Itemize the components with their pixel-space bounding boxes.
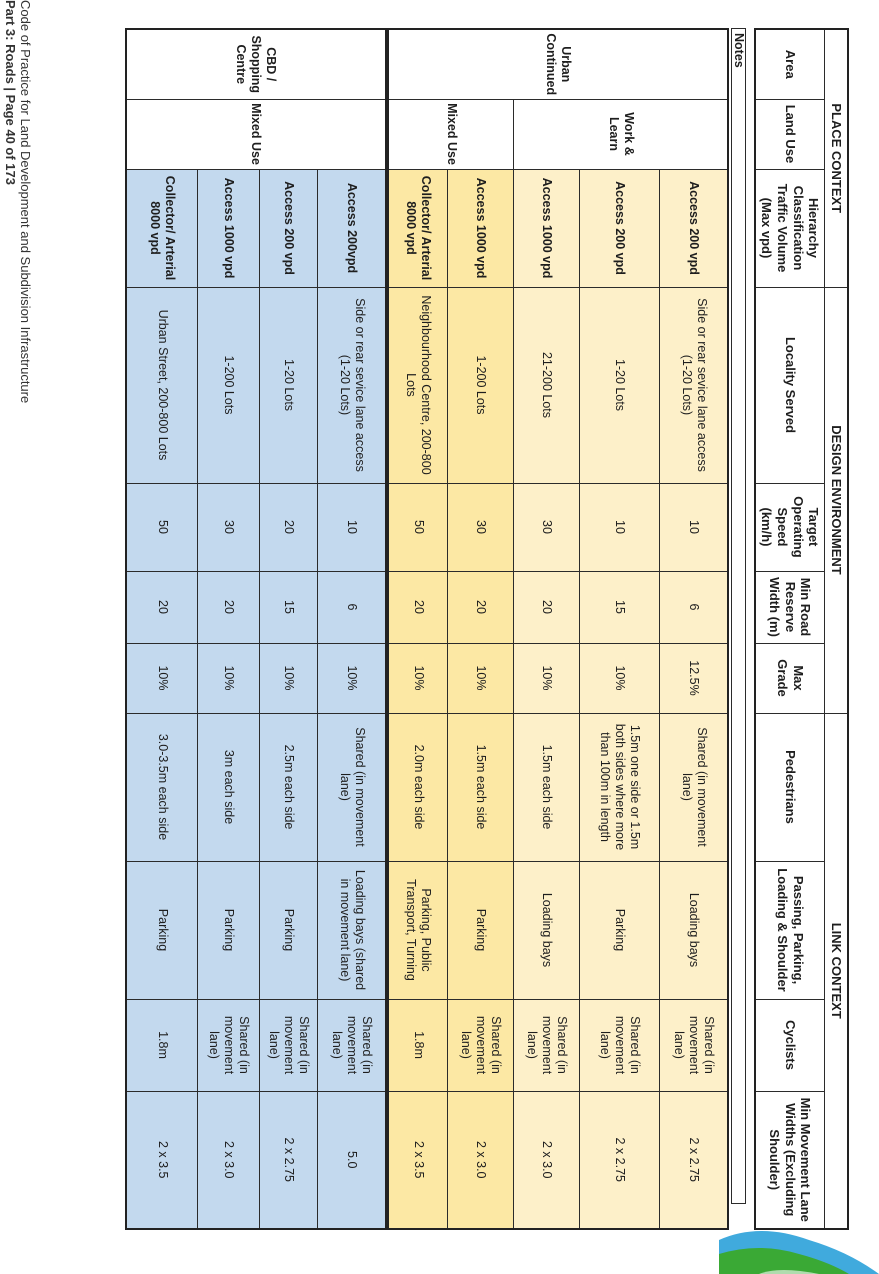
speed-cell: 10: [580, 483, 660, 571]
cyclists-cell: Shared (in movement lane): [260, 999, 318, 1091]
hierarchy-cell: Collector/ Arterial 8000 vpd: [126, 169, 198, 287]
cyclists-cell: 1.8m: [388, 999, 448, 1091]
pedestrians-cell: 2.0m each side: [388, 713, 448, 861]
lanes-cell: 2 x 2.75: [580, 1091, 660, 1229]
table-row: [260, 29, 318, 1229]
pedestrians-cell: 3m each side: [198, 713, 260, 861]
reserve-cell: 20: [198, 571, 260, 643]
cbd-section-table: [125, 28, 387, 1230]
locality-cell: 1-200 Lots: [448, 287, 514, 483]
grade-cell: 10%: [318, 643, 386, 713]
lanes-cell: 2 x 3.5: [126, 1091, 198, 1229]
col-cyclists: Cyclists: [755, 999, 825, 1091]
speed-cell: 30: [514, 483, 580, 571]
speed-cell: 30: [198, 483, 260, 571]
cyclists-cell: Shared (in movement lane): [198, 999, 260, 1091]
locality-cell: Side or rear sevice lane access (1-20 Lots): [660, 287, 728, 483]
pedestrians-cell: 3.0-3.5m each side: [126, 713, 198, 861]
locality-cell: Side or rear sevice lane access (1-20 Lots): [318, 287, 386, 483]
table-row: [514, 29, 580, 1229]
grade-cell: 10%: [448, 643, 514, 713]
lanes-cell: 5.0: [318, 1091, 386, 1229]
reserve-cell: 6: [660, 571, 728, 643]
speed-cell: 10: [318, 483, 386, 571]
pedestrians-cell: Shared (in movement lane): [660, 713, 728, 861]
parking-cell: Parking, Public Transport, Turning: [388, 861, 448, 999]
parking-cell: Parking: [448, 861, 514, 999]
table-row: [660, 29, 728, 1229]
table-row: [580, 29, 660, 1229]
reserve-cell: 20: [126, 571, 198, 643]
parking-cell: Parking: [126, 861, 198, 999]
hierarchy-cell: Access 1000 vpd: [198, 169, 260, 287]
area-cell: CBD / Shopping Centre: [126, 29, 386, 99]
table-row: [318, 29, 386, 1229]
col-pedestrians: Pedestrians: [755, 713, 825, 861]
cyclists-cell: Shared (in movement lane): [514, 999, 580, 1091]
speed-cell: 50: [388, 483, 448, 571]
reserve-cell: 15: [580, 571, 660, 643]
parking-cell: Parking: [580, 861, 660, 999]
cyclists-cell: Shared (in movement lane): [318, 999, 386, 1091]
lanes-cell: 2 x 3.0: [514, 1091, 580, 1229]
header-table: [754, 28, 849, 1230]
speed-cell: 30: [448, 483, 514, 571]
cyclists-cell: Shared (in movement lane): [580, 999, 660, 1091]
locality-cell: 1-20 Lots: [580, 287, 660, 483]
parking-cell: Parking: [198, 861, 260, 999]
grade-cell: 10%: [126, 643, 198, 713]
parking-cell: Loading bays: [660, 861, 728, 999]
col-land-use: Land Use: [755, 99, 825, 169]
col-lanes: Min Movement Lane Widths (Excluding Shoulder): [755, 1091, 825, 1229]
locality-cell: Neighbourhood Centre, 200-800 Lots: [388, 287, 448, 483]
lanes-cell: 2 x 3.0: [198, 1091, 260, 1229]
hierarchy-cell: Access 1000 vpd: [514, 169, 580, 287]
grade-cell: 10%: [388, 643, 448, 713]
cyclists-cell: 1.8m: [126, 999, 198, 1091]
parking-cell: Parking: [260, 861, 318, 999]
reserve-cell: 20: [448, 571, 514, 643]
locality-cell: 1-20 Lots: [260, 287, 318, 483]
land-use-cell: Mixed Use: [388, 99, 514, 169]
col-reserve: Min Road Reserve Width (m): [755, 571, 825, 643]
col-locality: Locality Served: [755, 287, 825, 483]
grade-cell: 10%: [514, 643, 580, 713]
lanes-cell: 2 x 3.5: [388, 1091, 448, 1229]
grade-cell: 12.5%: [660, 643, 728, 713]
pedestrians-cell: Shared (in movement lane): [318, 713, 386, 861]
link-context-header: LINK CONTEXT: [825, 713, 849, 1229]
hierarchy-cell: Access 200 vpd: [660, 169, 728, 287]
lanes-cell: 2 x 2.75: [260, 1091, 318, 1229]
pedestrians-cell: 1.5m each side: [448, 713, 514, 861]
grade-cell: 10%: [198, 643, 260, 713]
cyclists-cell: Shared (in movement lane): [660, 999, 728, 1091]
col-speed: Target Operating Speed (km/h): [755, 483, 825, 571]
parking-cell: Loading bays (shared in movement lane): [318, 861, 386, 999]
cyclists-cell: Shared (in movement lane): [448, 999, 514, 1091]
col-grade: Max Grade: [755, 643, 825, 713]
parking-cell: Loading bays: [514, 861, 580, 999]
table-row: [448, 29, 514, 1229]
grade-cell: 10%: [260, 643, 318, 713]
hierarchy-cell: Collector/ Arterial 8000 vpd: [388, 169, 448, 287]
footer-title: Code of Practice for Land Development and Subdivision Infrastructure: [18, 0, 33, 404]
table-row: [198, 29, 260, 1229]
pedestrians-cell: 2.5m each side: [260, 713, 318, 861]
speed-cell: 20: [260, 483, 318, 571]
hierarchy-cell: Access 200 vpd: [260, 169, 318, 287]
pedestrians-cell: 1.5m each side: [514, 713, 580, 861]
locality-cell: 21-200 Lots: [514, 287, 580, 483]
col-area: Area: [755, 29, 825, 99]
pedestrians-cell: 1.5m one side or 1.5m both sides where more than 100m in length: [580, 713, 660, 861]
hierarchy-cell: Access 1000 vpd: [448, 169, 514, 287]
col-parking: Passing, Parking, Loading & Shoulder: [755, 861, 825, 999]
locality-cell: Urban Street, 200-800 Lots: [126, 287, 198, 483]
hierarchy-cell: Access 200vpd: [318, 169, 386, 287]
reserve-cell: 15: [260, 571, 318, 643]
speed-cell: 10: [660, 483, 728, 571]
lanes-cell: 2 x 2.75: [660, 1091, 728, 1229]
urban-section-table: [387, 28, 729, 1230]
reserve-cell: 20: [514, 571, 580, 643]
design-environment-header: DESIGN ENVIRONMENT: [825, 287, 849, 713]
speed-cell: 50: [126, 483, 198, 571]
area-cell: Urban Continued: [388, 29, 728, 99]
land-use-cell: Mixed Use: [126, 99, 386, 169]
footer-page-info: Part 3: Roads | Page 40 of 173: [3, 0, 18, 185]
col-hierarchy: Hierarchy Classification Traffic Volume (Max vpd): [755, 169, 825, 287]
place-context-header: PLACE CONTEXT: [825, 29, 849, 287]
reserve-cell: 20: [388, 571, 448, 643]
table-row: [126, 29, 198, 1229]
page-footer: [3, 0, 33, 403]
lanes-cell: 2 x 3.0: [448, 1091, 514, 1229]
locality-cell: 1-200 Lots: [198, 287, 260, 483]
notes-label: Notes: [731, 28, 746, 1204]
table-row: [388, 29, 448, 1229]
grade-cell: 10%: [580, 643, 660, 713]
reserve-cell: 6: [318, 571, 386, 643]
hierarchy-cell: Access 200 vpd: [580, 169, 660, 287]
land-use-cell: Work & Learn: [514, 99, 728, 169]
